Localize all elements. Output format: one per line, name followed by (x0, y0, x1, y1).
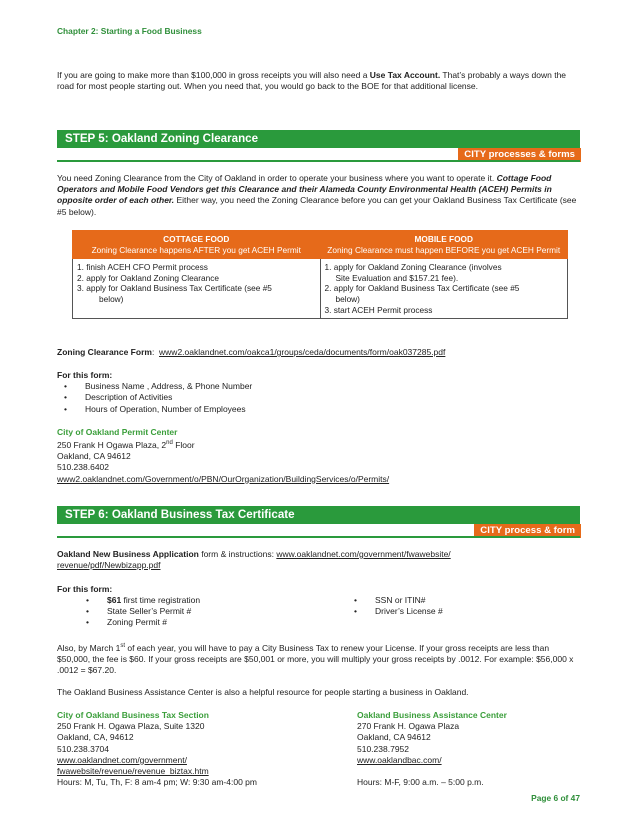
step5-form-requirements (57, 370, 581, 415)
bullet-list (57, 595, 337, 629)
list-item: • Driver’s License # (347, 606, 567, 617)
assistance-center-contact (357, 710, 577, 788)
permit-center-address (57, 438, 581, 451)
zoning-form-link[interactable]: www2.oaklandnet.com/oakca1/groups/ceda/documents/form/oak037285.pdf (159, 347, 446, 357)
business-application-link-cont[interactable]: revenue/pdf/Newbizapp.pdf (57, 560, 161, 571)
list-item-text: first time registration (121, 595, 201, 605)
cottage-food-title: COTTAGE FOOD (163, 234, 230, 244)
cottage-food-subtitle: Zoning Clearance happens AFTER you get ACEH Permit (91, 244, 301, 255)
table-cell-line: 3. start ACEH Permit process (324, 304, 433, 315)
intro-paragraph (57, 70, 581, 92)
tax-section-link[interactable]: www.oaklandnet.com/government/ (57, 754, 187, 765)
tax-section-address: 250 Frank H. Ogawa Plaza, Suite 1320 (57, 721, 205, 732)
tax-section-name: City of Oakland Business Tax Section (57, 710, 209, 720)
fee-amount: $61 (107, 595, 122, 605)
mobile-food-header (320, 231, 568, 259)
chapter-header: Chapter 2: Starting a Food Business (57, 26, 202, 36)
step5-body-emphasis: Cottage Food Operators and Mobile Food Vendors get this Clearance and their Alameda County Environmental Health (ACEH) Permits in opposite order of each other. (57, 173, 552, 206)
renewal-text-end: of each year, you will have to pay a City Business Tax to renew your License. If your gross receipts are less than $50,000, the fee is $60. If your gross receipts are $50,001 or more, you will multiply your gross receipts by .0012. For example: $56,000 x .0012 = $67.20. (57, 642, 574, 676)
list-item: • Zoning Permit # (79, 617, 337, 628)
business-application-label: Oakland New Business Application (57, 549, 199, 559)
zoning-form-line: Zoning Clearance Form: www2.oaklandnet.com/oakca1/groups/ceda/documents/form/oak037285.pdf (57, 347, 446, 357)
intro-text: If you are going to make more than $100,000 in gross receipts you will also need a (57, 70, 370, 80)
table-cell-line: 1. apply for Oakland Zoning Clearance (involves (324, 262, 502, 273)
step5-tag: CITY processes & forms (458, 148, 581, 162)
address-line-end: Floor (172, 440, 195, 451)
table-cell-line: 1. finish ACEH CFO Permit process (77, 262, 208, 273)
renewal-text: Also, by March 1 (57, 642, 121, 653)
mobile-food-title: MOBILE FOOD (414, 234, 474, 244)
assistance-center-address: 270 Frank H. Ogawa Plaza (357, 721, 460, 732)
bullet-list (347, 595, 567, 617)
superscript: st (120, 643, 125, 649)
permit-center-link[interactable]: www2.oaklandnet.com/Government/o/PBN/OurOrganization/BuildingServices/o/Permits/ (57, 473, 390, 484)
list-item: • Hours of Operation, Number of Employees (57, 404, 581, 415)
step5-bullet-list (57, 381, 581, 415)
step5-title-bar: STEP 5: Oakland Zoning Clearance (57, 130, 580, 148)
business-application-link[interactable]: www.oaklandnet.com/government/fwawebsite/ (276, 549, 451, 559)
table-cell-line: below) (99, 293, 124, 304)
step6-bullets-right (347, 595, 567, 617)
intro-bold: Use Tax Account. (369, 70, 441, 80)
cottage-food-steps (73, 259, 321, 319)
renewal-paragraph (57, 641, 581, 676)
permit-center-city: Oakland, CA 94612 (57, 451, 131, 462)
mobile-food-subtitle: Zoning Clearance must happen BEFORE you get ACEH Permit (327, 244, 561, 255)
step5-divider (57, 160, 580, 162)
step5-body (57, 173, 581, 218)
step5-body-text-end: Either way, you need the Zoning Clearance before you can get your Oakland Business Tax Certificate (see #5 below). (57, 195, 577, 217)
table-cell-line: 2. apply for Oakland Zoning Clearance (77, 272, 220, 283)
table-cell-line: 2. apply for Oakland Business Tax Certificate (see #5 (324, 283, 520, 294)
cottage-food-header (73, 231, 321, 259)
list-item: • Business Name , Address, & Phone Number (57, 381, 581, 392)
assistance-center-name: Oakland Business Assistance Center (357, 710, 507, 720)
table-cell-line: below) (335, 293, 360, 304)
zoning-comparison-table (72, 230, 568, 319)
list-item (79, 595, 337, 606)
intro-text-end: That’s probably a ways down the road for most people starting out. When you need that, you would go back to the BOE for that additional license. (57, 70, 567, 92)
tax-section-city: Oakland, CA, 94612 (57, 732, 134, 743)
step5-body-text: You need Zoning Clearance from the City of Oakland in order to operate your business where you want to operate it. (57, 173, 497, 183)
for-this-form-label: For this form: (57, 370, 113, 380)
step6-divider (57, 536, 580, 538)
list-item: • State Seller’s Permit # (79, 606, 337, 617)
permit-center-contact (57, 427, 581, 485)
assistance-center-phone: 510.238.7952 (357, 743, 409, 754)
step6-title-bar: STEP 6: Oakland Business Tax Certificate (57, 506, 580, 524)
step6-tag: CITY process & form (474, 524, 581, 538)
list-item: • Description of Activities (57, 392, 581, 403)
superscript: nd (166, 440, 173, 447)
assistance-paragraph: The Oakland Business Assistance Center is also a helpful resource for people starting a business in Oakland. (57, 687, 469, 697)
for-this-form-label: For this form: (57, 584, 113, 594)
assistance-center-city: Oakland, CA 94612 (357, 732, 431, 743)
tax-section-link-cont[interactable]: fwawebsite/revenue/revenue_biztax.htm (57, 766, 209, 777)
step6-form-requirements (57, 584, 581, 595)
mobile-food-steps (320, 259, 568, 319)
tax-section-phone: 510.238.3704 (57, 743, 109, 754)
address-line: 250 Frank H Ogawa Plaza, 2 (57, 440, 167, 451)
tax-section-hours: Hours: M, Tu, Th, F: 8 am-4 pm; W: 9:30 am-4:00 pm (57, 777, 257, 788)
page-number: Page 6 of 47 (531, 793, 580, 803)
tax-section-contact (57, 710, 347, 788)
permit-center-name: City of Oakland Permit Center (57, 427, 178, 437)
step6-bullets-left (57, 595, 337, 629)
list-item: • SSN or ITIN# (347, 595, 567, 606)
table-cell-line: 3. apply for Oakland Business Tax Certificate (see #5 (77, 283, 272, 294)
table-cell-line: Site Evaluation and $157.21 fee). (335, 272, 459, 283)
business-application-text: form & instructions: (198, 549, 277, 559)
assistance-center-link[interactable]: www.oaklandbac.com/ (357, 754, 442, 765)
permit-center-phone: 510.238.6402 (57, 462, 109, 473)
assistance-center-hours: Hours: M-F, 9:00 a.m. – 5:00 p.m. (357, 777, 484, 788)
zoning-form-label: Zoning Clearance Form (57, 347, 152, 357)
business-application-line (57, 549, 581, 571)
